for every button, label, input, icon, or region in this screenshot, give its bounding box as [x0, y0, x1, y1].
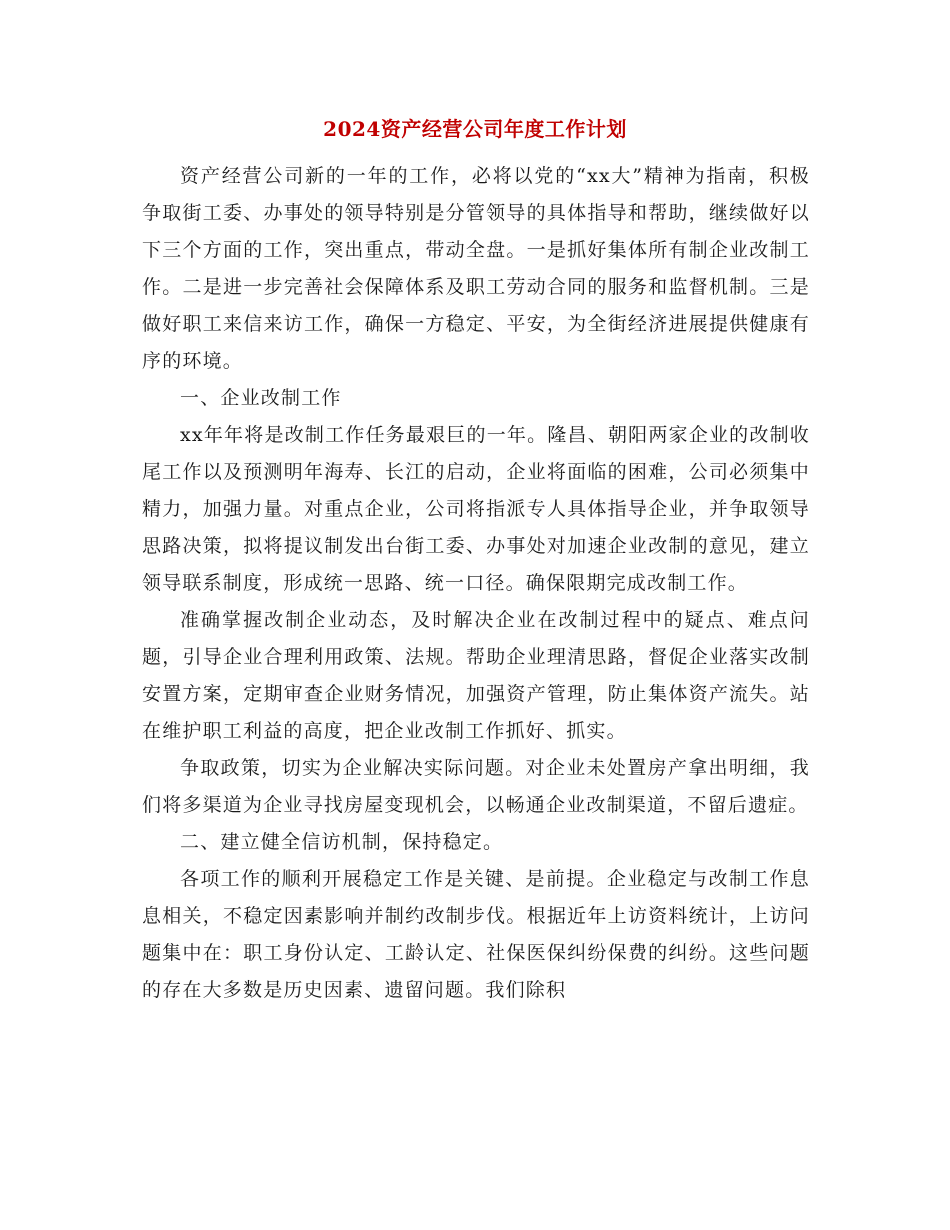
- document-title: 2024资产经营公司年度工作计划: [323, 117, 627, 141]
- intro-paragraph: 资产经营公司新的一年的工作，必将以党的“xx大”精神为指南，积极争取街工委、办事处的领导特别是分管领导的具体指导和帮助，继续做好以下三个方面的工作，突出重点，带动全盘。一是抓好集体所有制企业改制工作。二是进一步完善社会保障体系及职工劳动合同的服务和监督机制。三是做好职工来信来访工作，确保一方稳定、平安，为全街经济进展提供健康有序的环境。: [142, 165, 810, 372]
- body-paragraph: 各项工作的顺利开展稳定工作是关键、是前提。企业稳定与改制工作息息相关，不稳定因素影响并制约改制步伐。根据近年上访资料统计，上访问题集中在：职工身份认定、工龄认定、社保医保纠纷保费的纠纷。这些问题的存在大多数是历史因素、遗留问题。我们除积: [142, 868, 810, 1001]
- body-paragraph: 争取政策，切实为企业解决实际问题。对企业未处置房产拿出明细，我们将多渠道为企业寻找房屋变现机会，以畅通企业改制渠道，不留后遗症。: [142, 757, 810, 816]
- body-paragraph: xx年年将是改制工作任务最艰巨的一年。隆昌、朝阳两家企业的改制收尾工作以及预测明年海寿、长江的启动，企业将面临的困难，公司必须集中精力，加强力量。对重点企业，公司将指派专人具体指导企业，并争取领导思路决策，拟将提议制发出台街工委、办事处对加速企业改制的意见，建立领导联系制度，形成统一思路、统一口径。确保限期完成改制工作。: [142, 424, 810, 594]
- section-heading-enterprise-reform: 一、企业改制工作: [180, 387, 342, 409]
- body-paragraph: 准确掌握改制企业动态，及时解决企业在改制过程中的疑点、难点问题，引导企业合理利用政策、法规。帮助企业理清思路，督促企业落实改制安置方案，定期审查企业财务情况，加强资产管理，防止集体资产流失。站在维护职工利益的高度，把企业改制工作抓好、抓实。: [142, 609, 810, 742]
- document-body: [142, 158, 810, 1009]
- section-heading-petition-mechanism: 二、建立健全信访机制，保持稳定。: [180, 831, 504, 853]
